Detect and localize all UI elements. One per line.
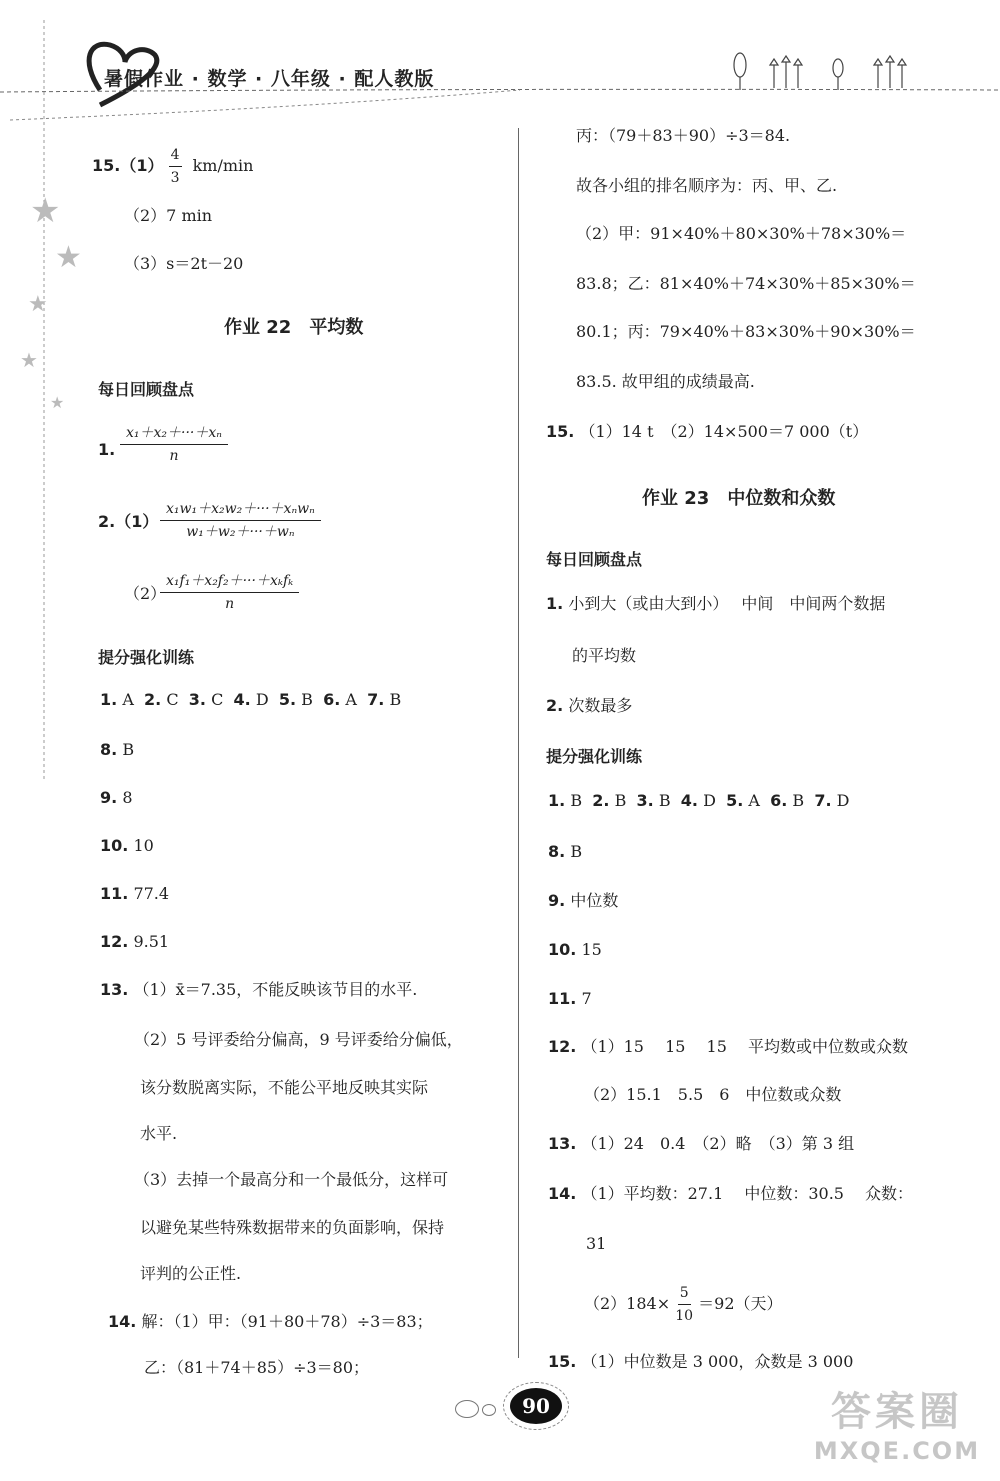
r-a15: 15. （1）中位数是 3 000，众数是 3 000 bbox=[548, 1352, 854, 1371]
column-divider bbox=[518, 128, 519, 1358]
l-a8: 8. B bbox=[100, 740, 135, 759]
r-a10: 10. 15 bbox=[548, 940, 602, 959]
l-a13-3a: （3）去掉一个最高分和一个最低分，这样可 bbox=[134, 1170, 449, 1189]
star-icon: ★ bbox=[20, 348, 38, 372]
r-a12-2: （2）15.1 5.5 6 中位数或众数 bbox=[584, 1085, 842, 1104]
l-d2b-fraction: x₁f₁＋x₂f₂＋···＋xₖfₖ n bbox=[160, 572, 299, 613]
hw22-title: 作业 22 平均数 bbox=[224, 317, 364, 338]
l-a13-3c: 评判的公正性. bbox=[140, 1264, 242, 1283]
l-mc-row: 1. A 2. C 3. C 4. D 5. B 6. A 7. B bbox=[100, 690, 402, 709]
l-d1-fraction: $\frac{\text{x₁＋x₂＋···＋xₙ}}{n}$ bbox=[120, 424, 228, 465]
r-line-2: 故各小组的排名顺序为：丙、甲、乙. bbox=[576, 176, 838, 195]
l-a13-1: 13. （1）x̄＝7.35，不能反映该节目的水平. bbox=[100, 980, 418, 999]
r-line-1: 丙：（79＋83＋90）÷3＝84. bbox=[576, 126, 791, 145]
r-mc-row: 1. B 2. B 3. B 4. D 5. A 6. B 7. D bbox=[548, 791, 850, 810]
star-icon: ★ bbox=[55, 240, 82, 275]
left-margin-decoration bbox=[0, 20, 90, 820]
r-line-7: 15. （1）14 t （2）14×500＝7 000（t） bbox=[546, 422, 869, 441]
r-a12-1: 12. （1）15 15 15 平均数或中位数或众数 bbox=[548, 1037, 908, 1056]
l-d2b-label: （2） bbox=[124, 584, 167, 603]
r-a11: 11. 7 bbox=[548, 989, 592, 1008]
l-a10: 10. 10 bbox=[100, 836, 154, 855]
r-line-4: 83.8；乙：81×40%＋74×30%＋85×30%＝ bbox=[576, 274, 916, 293]
decor-circle bbox=[482, 1404, 496, 1416]
r-training-heading: 提分强化训练 bbox=[546, 747, 643, 766]
watermark: 答案圈 MXQE.COM bbox=[813, 1389, 981, 1465]
r-d1: 1. 小到大（或由大到小） 中间 中间两个数据 bbox=[546, 594, 886, 613]
l-a14-2: 乙：（81＋74＋85）÷3＝80； bbox=[144, 1358, 370, 1377]
r-a8: 8. B bbox=[548, 842, 583, 861]
star-icon: ★ bbox=[28, 292, 48, 317]
l-daily-review-heading: 每日回顾盘点 bbox=[98, 380, 195, 399]
hw23-title: 作业 23 中位数和众数 bbox=[642, 488, 836, 509]
l-a13-2a: （2）5 号评委给分偏高，9 号评委给分偏低， bbox=[134, 1030, 463, 1049]
l-d2-fraction: x₁w₁＋x₂w₂＋···＋xₙwₙ w₁＋w₂＋···＋wₙ bbox=[160, 500, 321, 541]
r-daily-review-heading: 每日回顾盘点 bbox=[546, 550, 643, 569]
l-a13-3b: 以避免某些特殊数据带来的负面影响，保持 bbox=[140, 1218, 445, 1237]
r-a13: 13. （1）24 0.4 （2）略 （3）第 3 组 bbox=[548, 1134, 855, 1153]
fraction: $\frac{4}{3}$ bbox=[170, 147, 180, 186]
decor-circle bbox=[455, 1400, 479, 1418]
l-a13-2c: 水平. bbox=[140, 1124, 178, 1143]
r-line-5: 80.1；丙：79×40%＋83×30%＋90×30%＝ bbox=[576, 322, 916, 341]
header-title: 暑假作业 · 数学 · 八年级 · 配人教版 bbox=[104, 68, 435, 90]
star-icon: ★ bbox=[50, 393, 65, 412]
l-q15-1: 15.（1） $\frac{4}{3}$ km/min bbox=[92, 147, 254, 186]
l-a14-1: 14. 解：（1）甲：（91＋80＋78）÷3＝83； bbox=[108, 1312, 433, 1331]
l-a9: 9. 8 bbox=[100, 788, 133, 807]
l-a11: 11. 77.4 bbox=[100, 884, 170, 903]
r-a9: 9. 中位数 bbox=[548, 891, 619, 910]
r-a14-1b: 31 bbox=[586, 1234, 607, 1253]
l-a12: 12. 9.51 bbox=[100, 932, 170, 951]
r-a14-2: （2）184× $\frac{5}{10}$ ＝92（天） bbox=[584, 1285, 783, 1324]
fraction: $\frac{5}{10}$ bbox=[675, 1285, 694, 1324]
r-d1b: 的平均数 bbox=[572, 646, 637, 665]
l-d1-label: 1. bbox=[98, 440, 116, 459]
l-a13-2b: 该分数脱离实际，不能公平地反映其实际 bbox=[140, 1078, 429, 1097]
r-line-3: （2）甲：91×40%＋80×30%＋78×30%＝ bbox=[576, 224, 907, 243]
l-d2-label: 2.（1） bbox=[98, 512, 159, 531]
l-q15-3: （3）s＝2t－20 bbox=[124, 254, 244, 273]
r-line-6: 83.5. 故甲组的成绩最高. bbox=[576, 372, 755, 391]
l-q15-2: （2）7 min bbox=[124, 206, 213, 225]
star-icon: ★ bbox=[30, 191, 61, 231]
l-training-heading: 提分强化训练 bbox=[98, 648, 195, 667]
r-d2: 2. 次数最多 bbox=[546, 696, 633, 715]
page-number: 90 bbox=[510, 1388, 562, 1424]
r-a14-1: 14. （1）平均数：27.1 中位数：30.5 众数： bbox=[548, 1184, 914, 1203]
